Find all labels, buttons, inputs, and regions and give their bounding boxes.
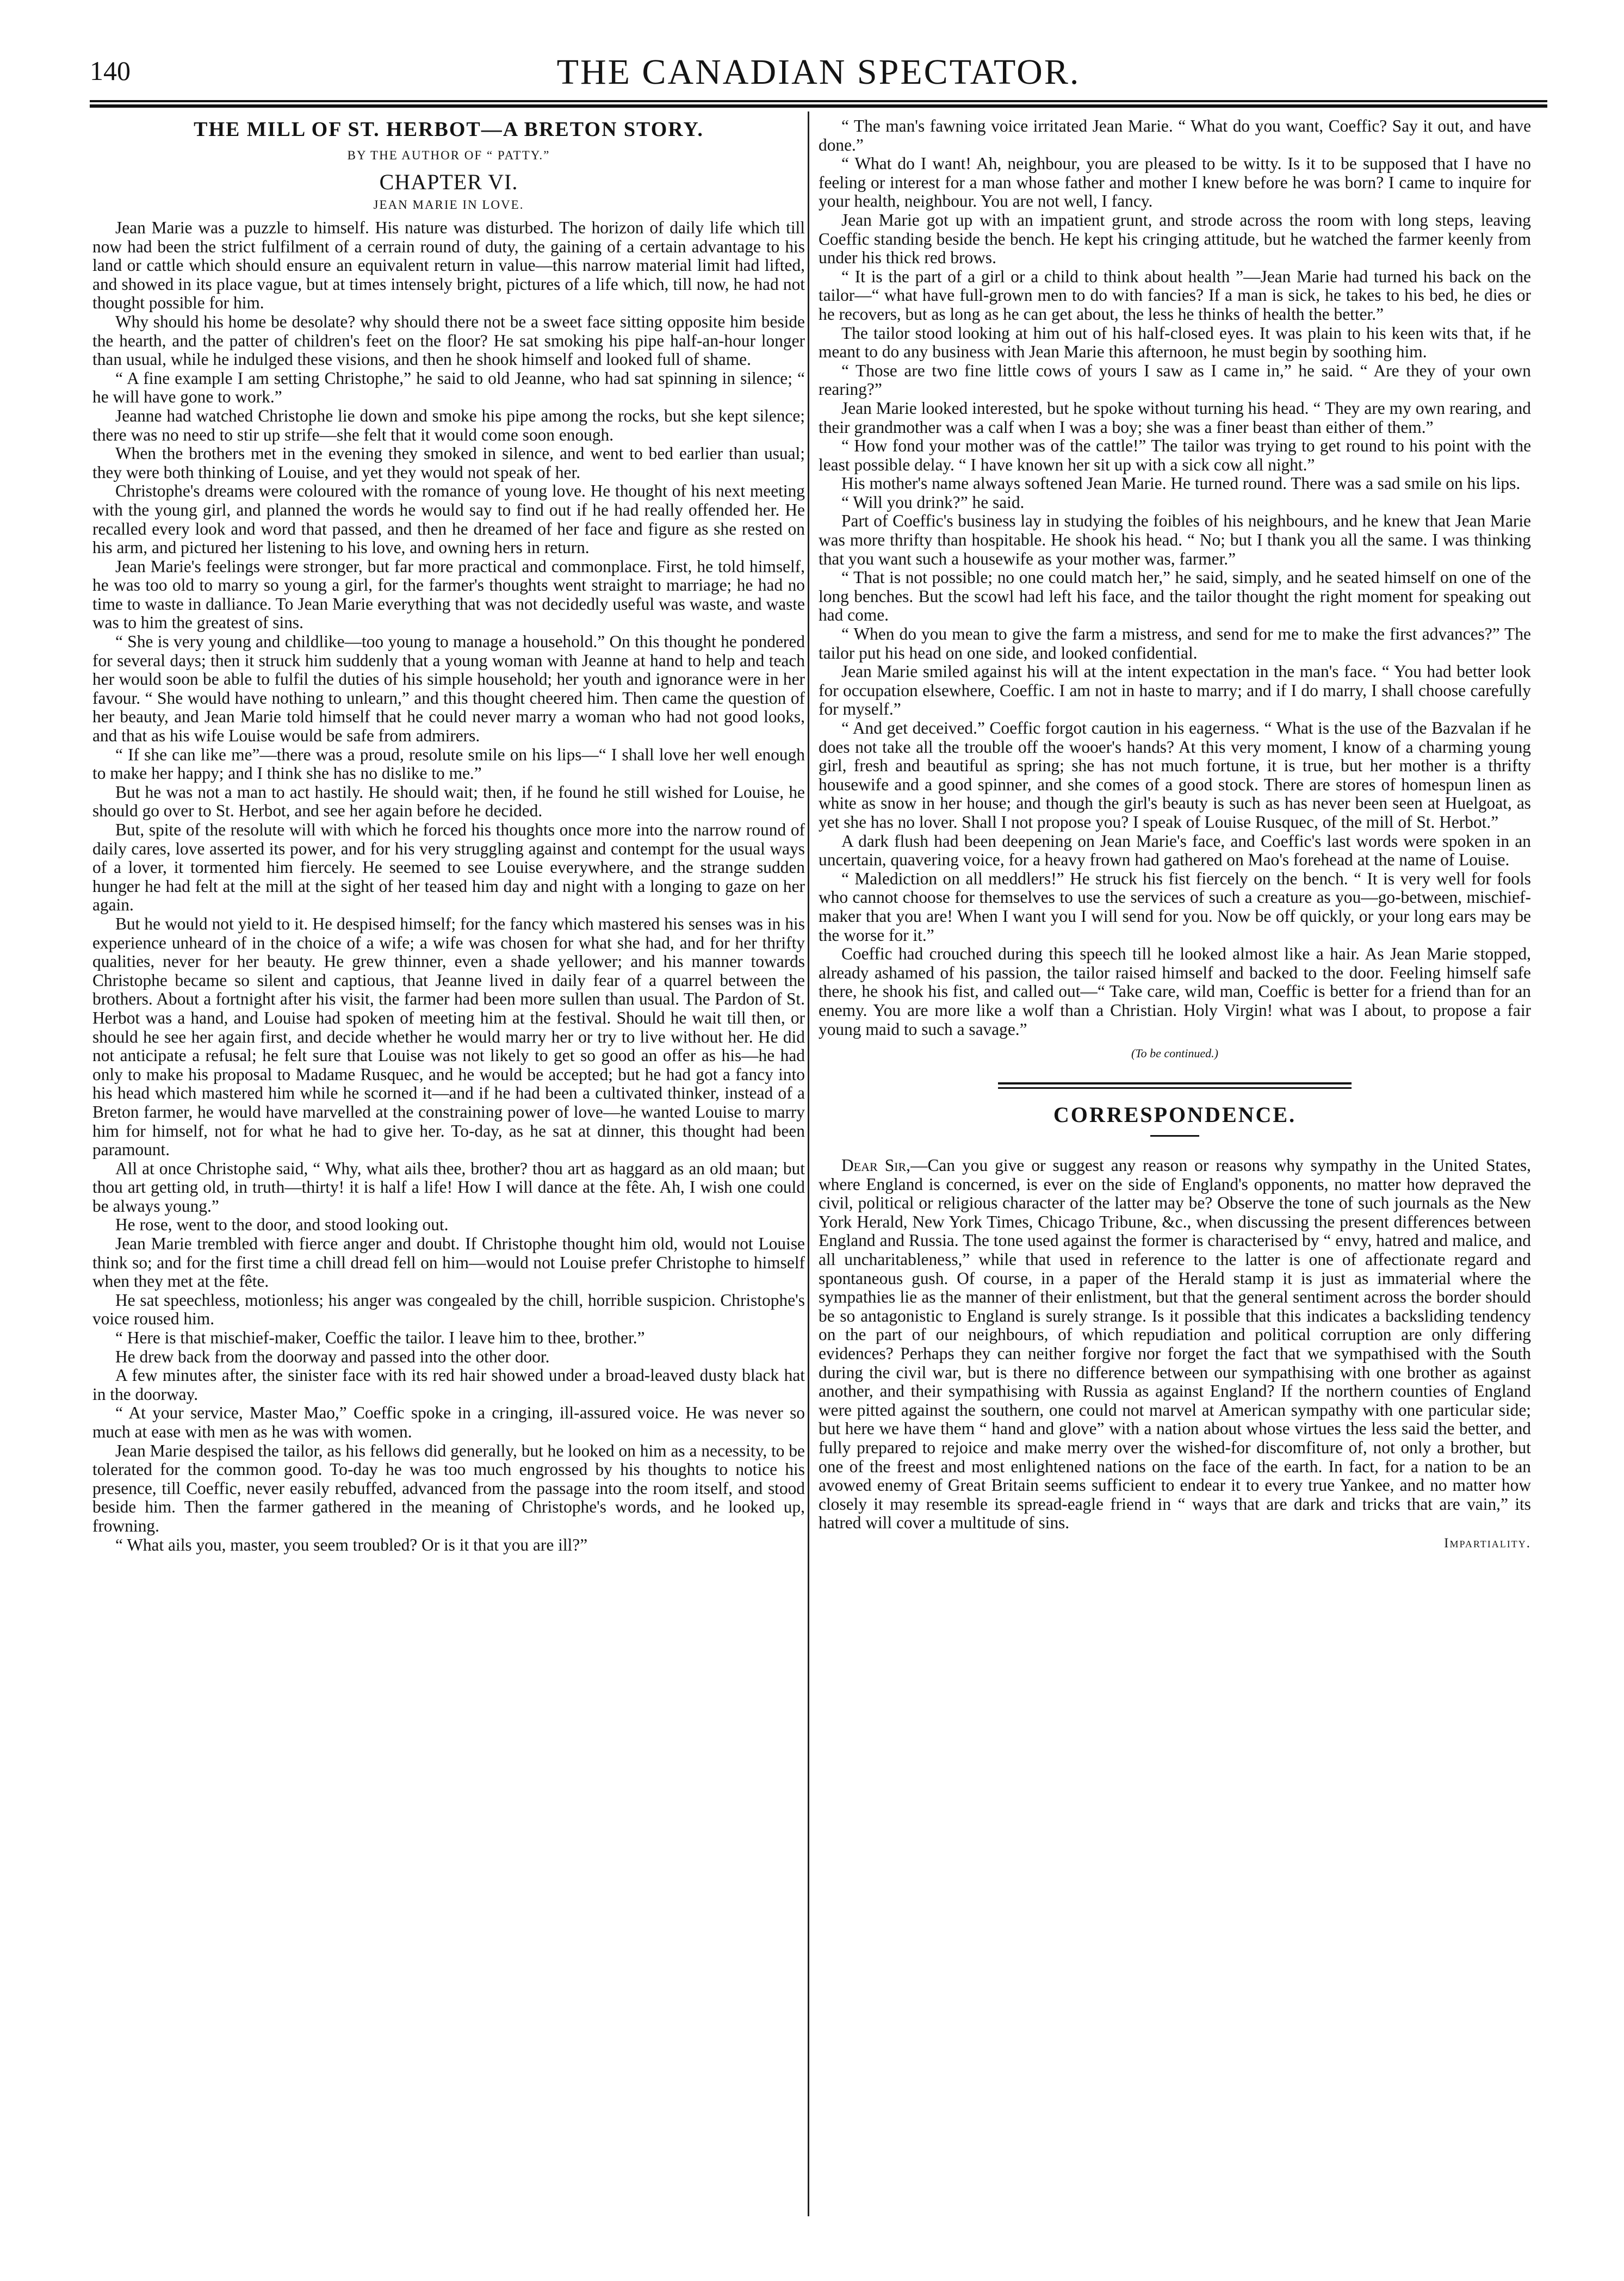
story-paragraph: But, spite of the resolute will with which he forced his thoughts once more into the narrow round of daily cares, love asserted its power, and for his very struggling against and contempt for the usual ways of a lover, it tormented him fiercely. He seemed to see Louise everywhere, and the strange sudden hunger he had felt at the mill at the sight of her teased him day and night with a longing to gaze on her again. (92, 820, 805, 915)
letter-salutation: Dear Sir, (841, 1156, 911, 1175)
story-paragraph: “ Will you drink?” he said. (841, 492, 1025, 512)
story-byline: BY THE AUTHOR OF “ PATTY.” (347, 148, 550, 162)
story-paragraph: Jean Marie smiled against his will at the intent expectation in the man's face. “ You had better look for occupation elsewhere, Coeffic. I am not in haste to marry; and if I do marry, I shall choose carefully for myself.” (819, 662, 1531, 719)
story-paragraph: A dark flush had been deepening on Jean Marie's face, and Coeffic's last words were spoken in an uncertain, quavering voice, for a heavy frown had gathered on Mao's forehead at the name of Louise. (819, 831, 1531, 870)
page-number: 140 (90, 55, 131, 86)
story-paragraph: All at once Christophe said, “ Why, what ails thee, brother? thou art as haggard as an old maan; but thou art getting old, in truth—thirty! it is half a life! How I will dance at the fête. Ah, I wish one could be always young.” (92, 1158, 805, 1216)
page-header (90, 52, 1547, 90)
story-paragraph: “ How fond your mother was of the cattle!” The tailor was trying to get round to his point with the least possible delay. “ I have known her sit up with a sick cow all night.” (819, 436, 1531, 474)
left-column (92, 117, 805, 2227)
letter-signature: Impartiality. (1444, 1535, 1531, 1551)
story-paragraph: Christophe's dreams were coloured with the romance of young love. He thought of his next meeting with the young girl, and planned the words he would say to find out if he had really offended her. He recalled every look and word that passed, and then he dreamed of her face and figure as she rested on his arm, and pictured her listening to his love, and owning hers in return. (92, 481, 805, 557)
story-text-right (819, 117, 1531, 1039)
story-paragraph: “ Malediction on all meddlers!” He struck his fist fiercely on the bench. “ It is very well for fools who cannot choose for themselves to use the services of such a creature as you—go-between, mischief-maker that you are! When I want you I will send for you. Now be off quickly, or your long ears may be the worse for it.” (819, 869, 1531, 945)
chapter-heading: CHAPTER VI. (379, 170, 518, 194)
chapter-subtitle: JEAN MARIE IN LOVE. (373, 198, 524, 212)
column-divider (808, 111, 809, 2216)
right-column (819, 117, 1531, 2227)
story-text-left (92, 219, 805, 1554)
story-paragraph: “ What ails you, master, you seem troubled? Or is it that you are ill?” (115, 1535, 588, 1554)
story-paragraph: “ She is very young and childlike—too young to manage a household.” On this thought he pondered for several days; then it struck him suddenly that a young woman with Jeanne at hand to help and teach her would soon be able to fulfil the duties of his simple household; her youth and ignorance were in her favour. “ She would have nothing to unlearn,” and this thought cheered him. Then came the question of her beauty, and Jean Marie told himself that he could never marry a woman who had not good looks, and that as his wife Louise would be safe from admirers. (92, 632, 805, 746)
story-paragraph: Coeffic had crouched during this speech till he looked almost like a hair. As Jean Marie stopped, already ashamed of his passion, the tailor raised himself and backed to the door. Feeling himself safe there, he shook his fist, and called out—“ Take care, wild man, Coeffic is better for a friend than for an enemy. You are more like a wolf than a Christian. Holy Virgin! what was I about, to propose a fair young maid to such a savage.” (819, 944, 1531, 1039)
section-rule (998, 1082, 1352, 1089)
story-paragraph: Jean Marie was a puzzle to himself. His nature was disturbed. The horizon of daily life which till now had been the strict fulfilment of a cerrain round of duty, the gaining of a certain advantage to his land or cattle which should ensure an equivalent return in value—this narrow material limit had lifted, and showed in its place vague, but at times intensely bright, pictures of a life which, till now, he had not thought possible for him. (92, 218, 805, 313)
story-paragraph: He drew back from the doorway and passed into the other door. (115, 1347, 550, 1366)
story-paragraph: When the brothers met in the evening they smoked in silence, and went to bed earlier than usual; they were both thinking of Louise, and yet they would not speak of her. (92, 444, 805, 482)
story-paragraph: The tailor stood looking at him out of his half-closed eyes. It was plain to his keen wits that, if he meant to do any business with Jean Marie this afternoon, he must begin by soothing him. (819, 323, 1531, 362)
story-paragraph: His mother's name always softened Jean Marie. He turned round. There was a sad smile on his lips. (841, 474, 1521, 493)
correspondence-letter (819, 1156, 1531, 1533)
story-paragraph: Jeanne had watched Christophe lie down and smoke his pipe among the rocks, but she kept silence; there was no need to stir up strife—she felt that it would come soon enough. (92, 406, 805, 444)
story-paragraph: But he would not yield to it. He despised himself; for the fancy which mastered his senses was in his experience unheard of in the choice of a wife; a wife was chosen for what she had, and for her thrifty qualities, never for her beauty. He grew thinner, even a shade yellower; and his manner towards Christophe became so silent and captious, that Jeanne lived in daily fear of a quarrel between the brothers. About a fortnight after his visit, the farmer had been more sullen than usual. The Pardon of St. Herbot was a hand, and Louise had spoken of meeting him at the festival. Should he wait till then, or should he see her again first, and decide whether he would marry her or try to live without her. He did not anticipate a refusal; he felt sure that Louise was not likely to get so good an offer as his—he had only to make his proposal to Madame Rusquec, and he would be accepted; but he had got a fancy into his head which mastered him while he scorned it—and if he had been a cultivated thinker, instead of a Breton farmer, he would have marvelled at the constraining power of love—he wanted Louise to marry him for himself, not for what he had to give her. To-day, as he sat at dinner, this thought had been paramount. (92, 914, 805, 1160)
story-title: THE MILL OF ST. HERBOT—A BRETON STORY. (194, 118, 704, 141)
story-paragraph: “ It is the part of a girl or a child to think about health ”—Jean Marie had turned his back on the tailor—“ what have full-grown men to do with fancies? If a man is sick, he takes to his bed, he dies or he recovers, but as long as he can get about, the less he thinks of health the better.” (819, 266, 1531, 324)
story-paragraph: But he was not a man to act hastily. He should wait; then, if he found he still wished for Louise, he should go over to St. Herbot, and see her again before he decided. (92, 782, 805, 821)
story-paragraph: “ Here is that mischief-maker, Coeffic the tailor. I leave him to thee, brother.” (115, 1328, 645, 1348)
story-paragraph: He rose, went to the door, and stood looking out. (115, 1215, 449, 1235)
story-paragraph: “ The man's fawning voice irritated Jean Marie. “ What do you want, Coeffic? Say it out, and have done.” (819, 117, 1531, 154)
story-paragraph: He sat speechless, motionless; his anger was congealed by the chill, horrible suspicion. Christophe's voice roused him. (92, 1290, 805, 1329)
story-paragraph: “ That is not possible; no one could match her,” he said, simply, and he seated himself on one of the long benches. But the scowl had left his face, and the tailor thought the right moment for speaking out had come. (819, 568, 1531, 625)
story-paragraph: “ And get deceived.” Coeffic forgot caution in his eagerness. “ What is the use of the Bazvalan if he does not take all the trouble off the wooer's hands? At this very moment, I know of a charming young girl, fresh and beautiful as spring; she has not much fortune, it is true, but her mother is a thrifty housewife and a good spinner, and she comes of a good stock. There are stores of homespun linen as white as snow in her house; and though the girl's beauty is such as has never been seen at Huelgoat, as yet she has no lover. Shall I not propose you? I speak of Louise Rusquec, of the mill of St. Herbot.” (819, 718, 1531, 832)
story-paragraph: Why should his home be desolate? why should there not be a sweet face sitting opposite him beside the hearth, and the patter of children's feet on the floor? He sat smoking his pipe half-an-hour longer than usual, while he indulged these visions, and then he shook himself and looked full of shame. (92, 312, 805, 369)
correspondence-rule (1150, 1135, 1199, 1137)
story-paragraph: “ If she can like me”—there was a proud, resolute smile on his lips—“ I shall love her well enough to make her happy; and I think she has no dislike to me.” (92, 745, 805, 783)
story-paragraph: Part of Coeffic's business lay in studying the foibles of his neighbours, and he knew that Jean Marie was more thrifty than hospitable. He shook his head. “ No; but I thank you all the same. I was thinking that you want such a housewife as your mother was, farmer.” (819, 511, 1531, 568)
story-paragraph: A few minutes after, the sinister face with its red hair showed under a broad-leaved dusty black hat in the doorway. (92, 1366, 805, 1404)
story-paragraph: Jean Marie trembled with fierce anger and doubt. If Christophe thought him old, would not Louise think so; and for the first time a chill dread fell on him—would not Louise prefer Christophe to himself when they met at the fête. (92, 1234, 805, 1291)
correspondence-heading: CORRESPONDENCE. (1053, 1102, 1297, 1127)
journal-title: THE CANADIAN SPECTATOR. (556, 52, 1081, 92)
story-paragraph: “ A fine example I am setting Christophe,” he said to old Jeanne, who had sat spinning in silence; “ he will have gone to work.” (92, 368, 805, 407)
story-paragraph: Jean Marie's feelings were stronger, but far more practical and commonplace. First, he told himself, he was too old to marry so young a girl, for the farmer's thoughts went straight to marriage; he had no time to waste in dalliance. To Jean Marie everything that was not decidedly useful was waste, and waste was to him the greatest of sins. (92, 556, 805, 633)
story-paragraph: “ At your service, Master Mao,” Coeffic spoke in a cringing, ill-assured voice. He was never so much at ease with men as he was with women. (92, 1403, 805, 1441)
letter-body: —Can you give or suggest any reason or reasons why sympathy in the United States, where England is concerned, is ever on the side of England's opponents, no matter how depraved the civil, political or religious character of the latter may be? Observe the tone of such journals as the New York Herald, New York Times, Chicago Tribune, &c., when discussing the present differences between England and Russia. The tone used against the former is characterised by “ envy, hatred and malice, and all uncharitableness,” while that used in reference to the latter is one of affectionate regard and spontaneous gush. Of course, in a paper of the Herald stamp it is just as immaterial where the sympathies lie as the manner of their enlistment, but that the general sentiment across the border should be so antagonistic to England is surely strange. Is it possible that this indicates a backsliding tendency on the part of our neighbours, of which repudiation and political corruption are only differing evidences? Perhaps they can neither forgive nor forget the fact that we sympathised with the South during the civil war, but is there no difference between our sympathising with one brother as against another, and their sympathising with Russia as against England? If the northern counties of England were pitted against the southern, one could not marvel at American sympathy with one particular side; but here we have them “ hand and glove” with a nation about whose virtues the less said the better, and fully prepared to rejoice and make merry over the wished-for discomfiture of, not only a brother, but one of the freest and most enlightened nations on the face of the earth. In fact, for a nation to be an avowed enemy of Great Britain seems sufficient to endear it to every true Yankee, and no matter how closely it may resemble its spread-eagle friend in “ ways that are dark and tricks that are vain,” its hatred will cover a multitude of sins. (819, 1156, 1531, 1533)
story-paragraph: “ Those are two fine little cows of yours I saw as I came in,” he said. “ Are they of your own rearing?” (819, 361, 1531, 399)
continued-note: (To be continued.) (1131, 1046, 1218, 1061)
story-paragraph: Jean Marie got up with an impatient grunt, and strode across the room with long steps, leaving Coeffic standing beside the bench. He kept his cringing attitude, but he watched the farmer keenly from under his thick red brows. (819, 210, 1531, 268)
story-paragraph: “ What do I want! Ah, neighbour, you are pleased to be witty. Is it to be supposed that I have no feeling or interest for a man whose father and mother I knew before he was born? I came to inquire for your health, neighbour. You are not well, I fancy. (819, 154, 1531, 211)
story-paragraph: “ When do you mean to give the farm a mistress, and send for me to make the first advances?” The tailor put his head on one side, and looked confidential. (819, 624, 1531, 662)
header-rule (90, 100, 1547, 108)
story-paragraph: Jean Marie despised the tailor, as his fellows did generally, but he looked on him as a necessity, to be tolerated for the common good. To-day he was too much engrossed by his thoughts to notice his presence, till Coeffic, never easily rebuffed, advanced from the passage into the room itself, and stood beside him. Then the farmer gathered in the meaning of Christophe's words, and he looked up, frowning. (92, 1441, 805, 1535)
story-paragraph: Jean Marie looked interested, but he spoke without turning his head. “ They are my own rearing, and their grandmother was a calf when I was a boy; she was a finer beast than either of them.” (819, 398, 1531, 437)
